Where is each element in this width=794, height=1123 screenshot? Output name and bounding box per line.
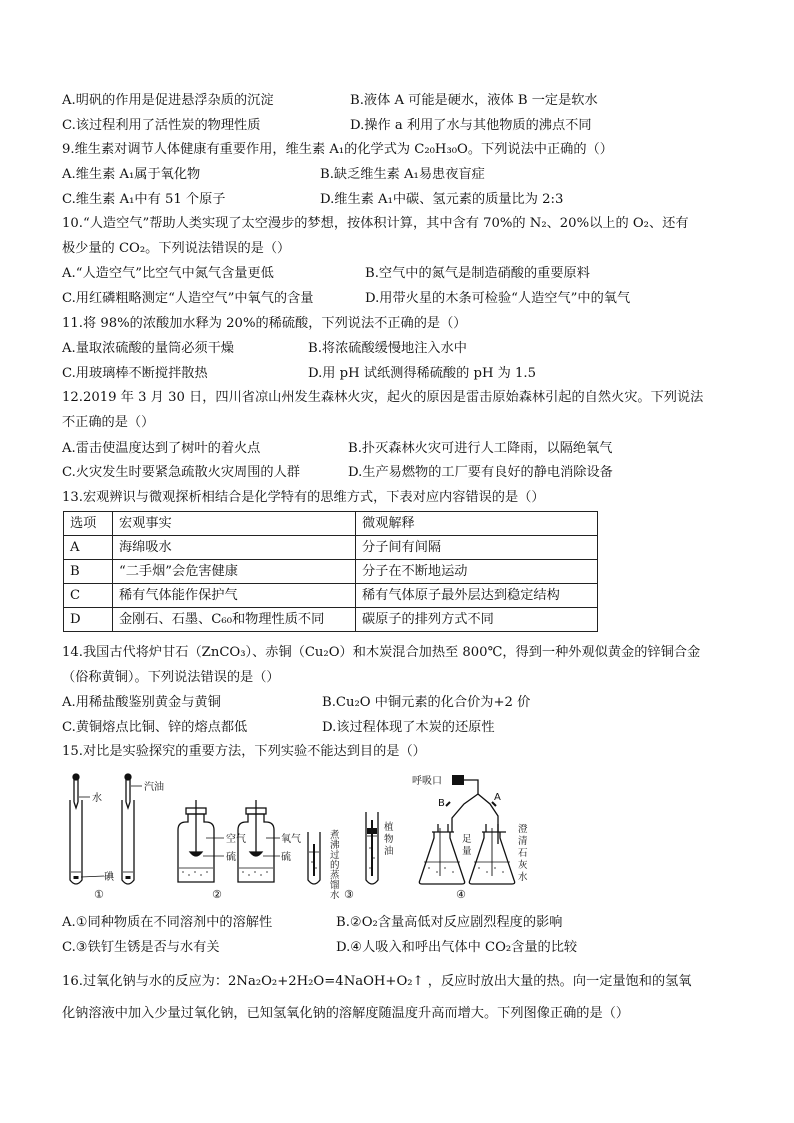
- label-breathing-inlet: 呼吸口: [412, 776, 442, 787]
- q13-table: [63, 511, 598, 632]
- q12-stem-line1: 12.2019 年 3 月 30 日，四川省凉山州发生森林火灾，起火的原因是雷击原始森林引起的自然火灾。下列说法: [62, 390, 704, 405]
- table-cell: D: [64, 608, 113, 632]
- table-row: [64, 536, 598, 560]
- table-cell: 分子间有间隔: [356, 536, 598, 560]
- table-cell: C: [64, 584, 113, 608]
- table-row: [64, 584, 598, 608]
- q10-stem-line1: 10.“人造空气”帮助人类实现了太空漫步的梦想，按体积计算，其中含有 70%的 N₂、20%以上的 O₂、还有: [62, 216, 689, 231]
- q10-option-d: D.用带火星的木条可检验“人造空气”中的氧气: [365, 291, 631, 306]
- label-oxygen: 氧气: [281, 834, 301, 845]
- q14-option-d: D.该过程体现了木炭的还原性: [322, 720, 495, 735]
- table-cell: 碳原子的排列方式不同: [356, 608, 598, 632]
- table-cell: 分子在不断地运动: [356, 560, 598, 584]
- table-cell: 稀有气体能作保护气: [113, 584, 356, 608]
- label-num2: ②: [212, 888, 222, 901]
- q14-stem-line1: 14.我国古代将炉甘石（ZnCO₃）、赤铜（Cu₂O）和木炭混合加热至 800℃，得到一种外观似黄金的锌铜合金: [62, 645, 701, 660]
- q9-option-a: A.维生素 A₁属于氧化物: [62, 167, 201, 182]
- experiment-2: [178, 800, 301, 901]
- label-water: 水: [92, 793, 102, 804]
- q9-option-b: B.缺乏维生素 A₁易患夜盲症: [320, 167, 485, 182]
- table-cell: 海绵吸水: [113, 536, 356, 560]
- q16-stem-line1: 16.过氧化钠与水的反应为：2Na₂O₂+2H₂O=4NaOH+O₂↑ ，反应时放出大量的热。向一定量饱和的氢氧: [62, 974, 692, 989]
- table-header-cell: 宏观事实: [113, 512, 356, 536]
- experiment-figure: [60, 772, 620, 904]
- q14-option-b: B.Cu₂O 中铜元素的化合价为+2 价: [322, 695, 531, 710]
- q12-option-b: B.扑灭森林火灾可进行人工降雨，以隔绝氧气: [348, 441, 613, 456]
- experiment-1: [70, 774, 164, 901]
- q15-option-b: B.②O₂含量高低对反应剧烈程度的影响: [336, 915, 563, 930]
- q15-stem: 15.对比是实验探究的重要方法，下列实验不能达到目的是（）: [62, 744, 426, 759]
- q8-option-a: A.明矾的作用是促进悬浮杂质的沉淀: [62, 93, 274, 108]
- label-plant-oil: 植 物 油: [384, 822, 394, 857]
- label-num3: ③: [344, 888, 354, 901]
- table-row: [64, 560, 598, 584]
- label-boiled-water: 煮 沸 过 的 蒸 馏 水: [330, 830, 340, 901]
- q11-option-b: B.将浓硫酸缓慢地注入水中: [308, 341, 467, 356]
- q14-option-c: C.黄铜熔点比铜、锌的熔点都低: [62, 720, 248, 735]
- q9-option-c: C.维生素 A₁中有 51 个原子: [62, 192, 226, 207]
- q9-option-d: D.维生素 A₁中碳、氢元素的质量比为 2:3: [320, 192, 564, 207]
- label-clamp-a: A: [494, 792, 501, 803]
- q8-option-b: B.液体 A 可能是硬水，液体 B 一定是软水: [350, 93, 598, 108]
- q10-option-b: B.空气中的氮气是制造硝酸的重要原料: [365, 266, 590, 281]
- label-num4: ④: [456, 888, 466, 901]
- q11-option-a: A.量取浓硫酸的量筒必须干燥: [62, 341, 234, 356]
- table-cell: A: [64, 536, 113, 560]
- table-cell: “二手烟”会危害健康: [113, 560, 356, 584]
- label-clamp-b: B: [438, 798, 445, 809]
- q12-stem-line2: 不正确的是（）: [62, 415, 155, 430]
- q14-option-a: A.用稀盐酸鉴别黄金与黄铜: [62, 695, 221, 710]
- q15-option-c: C.③铁钉生锈是否与水有关: [62, 940, 220, 955]
- table-cell: B: [64, 560, 113, 584]
- q13-stem: 13.宏观辨识与微观探析相结合是化学特有的思维方式，下表对应内容错误的是（）: [62, 490, 545, 505]
- experiment-4: [412, 775, 531, 901]
- q10-option-a: A.“人造空气”比空气中氮气含量更低: [62, 266, 274, 281]
- table-cell: 金刚石、石墨、C₆₀和物理性质不同: [113, 608, 356, 632]
- q14-stem-line2: （俗称黄铜）。下列说法错误的是（）: [62, 670, 280, 685]
- table-header-row: [64, 512, 598, 536]
- q12-option-d: D.生产易燃物的工厂要有良好的静电消除设备: [348, 465, 613, 480]
- q8-option-d: D.操作 a 利用了水与其他物质的沸点不同: [350, 118, 592, 133]
- label-air: 空气: [226, 834, 246, 845]
- table-header-cell: 选项: [64, 512, 113, 536]
- q10-option-c: C.用红磷粗略测定“人造空气”中氧气的含量: [62, 291, 314, 306]
- table-cell: 稀有气体原子最外层达到稳定结构: [356, 584, 598, 608]
- label-num1: ①: [94, 888, 104, 901]
- q12-option-a: A.雷击使温度达到了树叶的着火点: [62, 441, 261, 456]
- label-sulfur-1: 硫: [226, 852, 236, 863]
- label-sulfur-2: 硫: [281, 852, 291, 863]
- q11-option-d: D.用 pH 试纸测得稀硫酸的 pH 为 1.5: [308, 366, 536, 381]
- q10-stem-line2: 极少量的 CO₂。下列说法错误的是（）: [62, 241, 291, 256]
- table-header-cell: 微观解释: [356, 512, 598, 536]
- experiment-3: [308, 812, 397, 901]
- label-gasoline: 汽油: [144, 782, 164, 793]
- q12-option-c: C.火灾发生时要紧急疏散火灾周围的人群: [62, 465, 300, 480]
- table-row: [64, 608, 598, 632]
- q16-stem-line2: 化钠溶液中加入少量过氧化钠，已知氢氧化钠的溶解度随温度升高而增大。下列图像正确的是（）: [62, 1006, 630, 1021]
- label-enough: 足 量: [462, 834, 472, 857]
- q15-option-d: D.④人吸入和呼出气体中 CO₂含量的比较: [336, 940, 578, 955]
- q11-option-c: C.用玻璃棒不断搅拌散热: [62, 366, 208, 381]
- label-iodine: 碘: [104, 872, 114, 883]
- q8-option-c: C.该过程利用了活性炭的物理性质: [62, 118, 261, 133]
- q15-option-a: A.①同种物质在不同溶剂中的溶解性: [62, 915, 273, 930]
- label-limewater: 澄 清 石 灰 水: [518, 824, 528, 883]
- q11-stem: 11.将 98%的浓酸加水释为 20%的稀硫酸，下列说法不正确的是（）: [62, 316, 467, 331]
- q9-stem: 9.维生素对调节人体健康有重要作用，维生素 A₁的化学式为 C₂₀H₃₀O。下列说法中正确的（）: [62, 142, 613, 157]
